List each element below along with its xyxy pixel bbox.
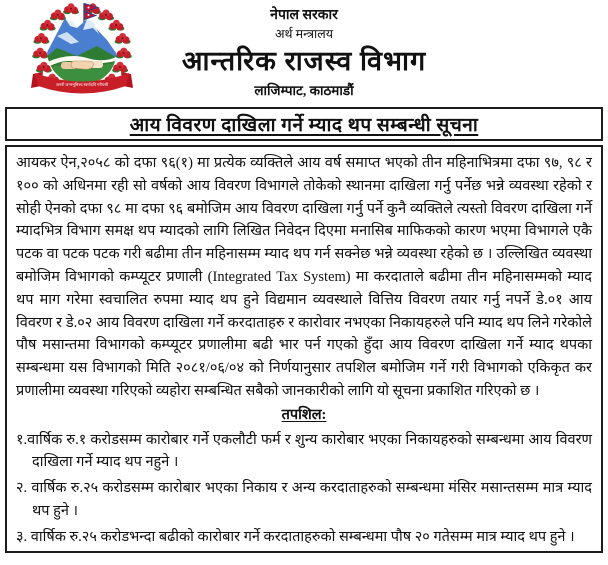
- schedule-item-1: १.वार्षिक रु.१ करोडसम्म कारोबार गर्ने एकलौटी फर्म र शुन्य कारोबार भएका निकायहरुको सम्बन्धमा आय विवरण दाखिला गर्ने म्याद थप नहुने ।: [16, 431, 592, 471]
- notice-body-paragraph: आयकर ऐन,२०५८ को दफा ९६(१) मा प्रत्येक व्यक्तिले आय वर्ष समाप्त भएको तीन महिनाभित्रमा दफा ९७, ९८ र १०० को अधिनमा रही सो वर्षको आय विवरण विभागले तोकेको स्थानमा दाखिला गर्नु पर्नेछ भन्ने व्यवस्था रहेको र सोही ऐनको दफा ९८ मा दफा ९६ बमोजिम आय विवरण दाखिला गर्नु पर्ने कुनै व्यक्तिले त्यस्तो विवरण दाखिला गर्ने म्यादभित्र विभाग समक्ष थप म्यादको लागि लिखित निवेदन दिएमा मनासिब माफिकको कारण भएमा विभागले एकै पटक वा पटक पटक गरी बढीमा तीन महिनासम्म म्याद थप गर्न सक्नेछ भन्ने व्यवस्था रहेको छ । उल्लिखित व्यवस्था बमोजिम विभागको कम्प्यूटर प्रणाली (Integrated Tax System) मा करदाताले बढीमा तीन महिनासम्मको म्याद थप माग गरेमा स्वचालित रुपमा म्याद थप हुने विद्यमान व्यवस्थाले वित्तिय विवरण तयार गर्नु नपर्ने डे.०१ आय विवरण र डे.०२ आय विवरण दाखिला गर्ने करदाताहरु र कारोवार नभएका निकायहरुले पनि म्याद थप लिने गरेकोले पौष मसान्तमा विभागको कम्प्यूटर प्रणालीमा बढी भार पर्न गएको हुँदा आय विवरण दाखिला गर्ने म्याद थपका सम्बन्धमा यस विभागको मिति २०८१/०६/०४ को निर्णयानुसार तपशिल बमोजिम गर्ने गरी विभागको एकिकृत कर प्रणालीमा व्यवस्था गरिएको व्यहोरा सम्बन्धित सबैको जानकारीको लागि यो सूचना प्रकाशित गरिएको छ ।: [16, 155, 592, 399]
- department-name: आन्तरिक राजस्व विभाग: [181, 46, 427, 76]
- emblem-motto-text: जननी जन्मभूमिश्च स्वर्गादपि गरीयसी: [55, 82, 109, 87]
- schedule-item-3: ३. वार्षिक रु.२५ करोडभन्दा बढीको कारोबार गर्ने करदाताहरुको सम्बन्धमा पौष २० गतेसम्म मात्र म्याद थप हुने ।: [16, 528, 575, 545]
- notice-title-box: [5, 107, 603, 141]
- schedule-item-2: २. वार्षिक रु.२५ करोडसम्म कारोबार भएका निकाय र अन्य करदाताहरुको सम्बन्धमा मंसिर मसान्तसम्म मात्र म्याद थप हुने ।: [16, 480, 592, 519]
- government-name: नेपाल सरकार: [270, 8, 338, 23]
- department-address: लाजिम्पाट, काठमाडौं: [254, 83, 354, 98]
- ministry-name: अर्थ मन्त्रालय: [274, 27, 334, 41]
- schedule-heading: तपशिल:: [281, 406, 327, 423]
- notice-body-box: [5, 145, 603, 553]
- notice-title: आय विवरण दाखिला गर्ने म्याद थप सम्बन्धी सूचना: [129, 115, 479, 136]
